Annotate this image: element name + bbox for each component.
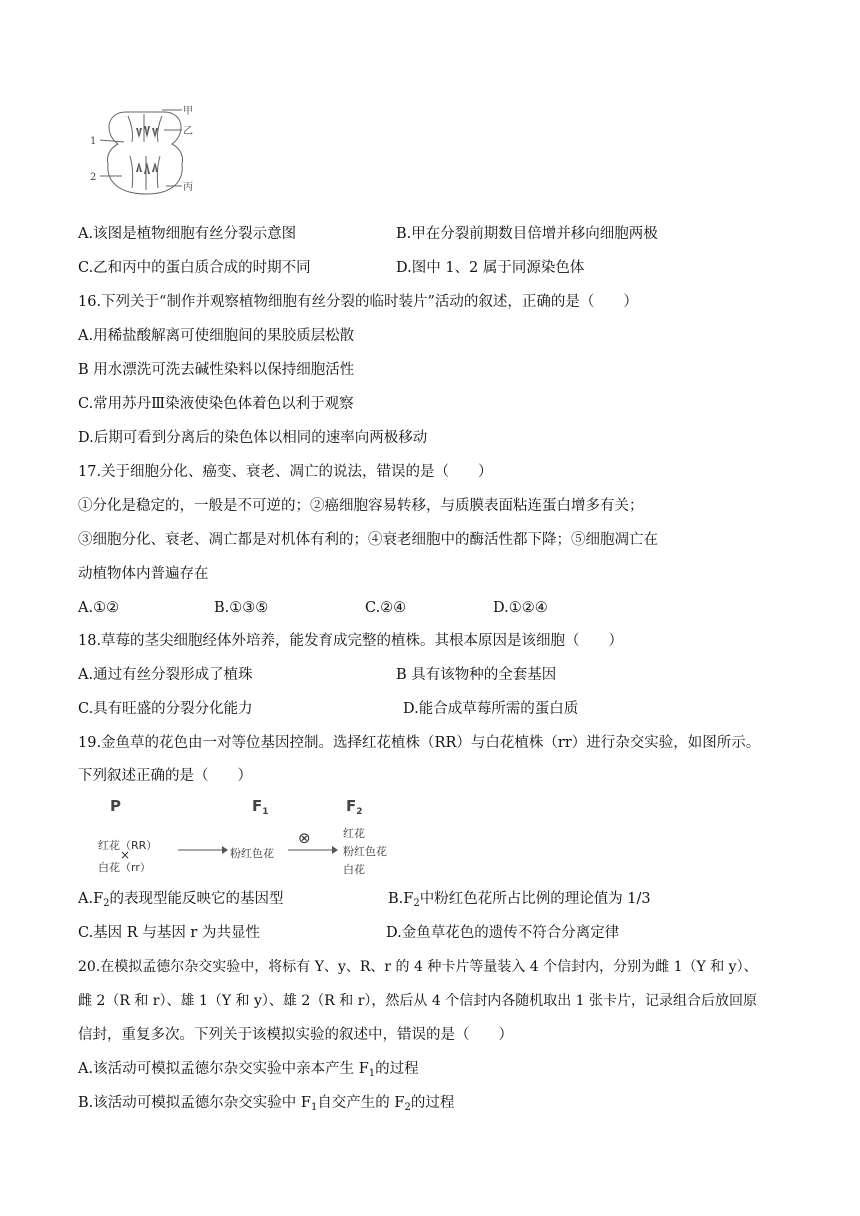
q19-option-b: $B.F_2$中粉红色花所占比例的理论值为 1/3 xyxy=(388,891,651,909)
q17-option-a: A.①② xyxy=(78,600,120,616)
q19-stem-line1: 19.金鱼草的花色由一对等位基因控制。选择红花植株（RR）与白花植株（rr）进行杂交实验，如图所示。 xyxy=(78,735,761,751)
q15-option-a: A.该图是植物细胞有丝分裂示意图 xyxy=(78,226,297,242)
q17-statement-line3: 动植物体内普遍存在 xyxy=(78,566,209,582)
f1-pink: 粉红色花 xyxy=(230,847,274,860)
q17-option-c: C.②④ xyxy=(365,600,407,616)
q20-stem-line3: 信封，重复多次。下列关于该模拟实验的叙述中，错误的是（ ） xyxy=(78,1027,513,1043)
cross-diagram xyxy=(92,795,412,885)
q15-option-c: C.乙和丙中的蛋白质合成的时期不同 xyxy=(78,260,311,276)
q18-option-a: A.通过有丝分裂形成了植珠 xyxy=(78,667,253,683)
q16-option-d: D.后期可看到分离后的染色体以相同的速率向两极移动 xyxy=(78,430,428,446)
q16-option-b: B 用水漂洗可洗去碱性染料以保持细胞活性 xyxy=(78,362,355,378)
arrow-p-to-f1 xyxy=(178,845,228,855)
f2-red: 红花 xyxy=(343,827,365,840)
q19-option-d: D.金鱼草花色的遗传不符合分离定律 xyxy=(386,925,620,941)
q18-option-d: D.能合成草莓所需的蛋白质 xyxy=(403,701,579,717)
label-bing: 丙 xyxy=(183,182,193,193)
parent-red: 红花（RR） xyxy=(98,839,158,852)
q20-stem-line2: 雌 2（R 和 r）、雄 1（Y 和 y）、雄 2（R 和 r），然后从 4 个信封内各随机取出 1 张卡片，记录组合后放回原 xyxy=(78,993,758,1009)
q19-option-c: C.基因 R 与基因 r 为共显性 xyxy=(78,925,260,941)
selfing-symbol: ⊗ xyxy=(298,829,311,847)
f2-pink: 粉红色花 xyxy=(343,845,387,858)
cross-symbol: × xyxy=(120,848,131,862)
q16-stem: 16.下列关于“制作并观察植物细胞有丝分裂的临时装片”活动的叙述，正确的是（ ） xyxy=(78,294,638,310)
generation-f2: $F_2$ xyxy=(346,797,363,817)
q17-stem: 17.关于细胞分化、癌变、衰老、凋亡的说法，错误的是（ ） xyxy=(78,464,493,480)
parent-white: 白花（rr） xyxy=(98,861,151,874)
q18-stem: 18.草莓的茎尖细胞经体外培养，能发育成完整的植株。其根本原因是该细胞（ ） xyxy=(78,633,624,649)
q15-option-b: B.甲在分裂前期数目倍增并移向细胞两极 xyxy=(396,226,658,242)
arrow-f1-to-f2 xyxy=(288,845,338,855)
f2-white: 白花 xyxy=(343,863,365,876)
label-jia: 甲 xyxy=(183,106,193,117)
q16-option-c: C.常用苏丹Ⅲ染液使染色体着色以利于观察 xyxy=(78,396,354,412)
q17-statement-line2: ③细胞分化、衰老、凋亡都是对机体有利的；④衰老细胞中的酶活性都下降；⑤细胞凋亡在 xyxy=(78,532,658,548)
q20-stem-line1: 20.在模拟孟德尔杂交实验中，将标有 Y、y、R、r 的 4 种卡片等量装入 4 个信封内，分别为雌 1（Y 和 y）、 xyxy=(78,959,758,975)
q19-stem-line2: 下列叙述正确的是（ ） xyxy=(78,768,252,784)
q17-option-d: D.①②④ xyxy=(493,600,548,616)
generation-p: P xyxy=(110,797,121,815)
q15-option-d: D.图中 1、2 属于同源染色体 xyxy=(396,260,585,276)
q16-option-a: A.用稀盐酸解离可使细胞间的果胶质层松散 xyxy=(78,328,355,344)
label-yi: 乙 xyxy=(183,126,193,137)
q20-option-b: B.该活动可模拟孟德尔杂交实验中 $F_1$自交产生的 $F_2$的过程 xyxy=(78,1095,455,1113)
q17-statement-line1: ①分化是稳定的，一般是不可逆的；②癌细胞容易转移，与质膜表面粘连蛋白增多有关； xyxy=(78,498,644,514)
q19-option-a: $A.F_2$的表现型能反映它的基因型 xyxy=(78,891,284,909)
mitosis-cell-figure xyxy=(86,104,206,200)
q17-option-b: B.①③⑤ xyxy=(214,600,269,616)
label-1: 1 xyxy=(90,136,97,147)
q20-option-a: A.该活动可模拟孟德尔杂交实验中亲本产生 $F_1$的过程 xyxy=(78,1061,419,1079)
q18-option-c: C.具有旺盛的分裂分化能力 xyxy=(78,701,253,717)
label-2: 2 xyxy=(90,172,97,183)
q18-option-b: B 具有该物种的全套基因 xyxy=(396,667,557,683)
generation-f1: $F_1$ xyxy=(252,797,269,817)
